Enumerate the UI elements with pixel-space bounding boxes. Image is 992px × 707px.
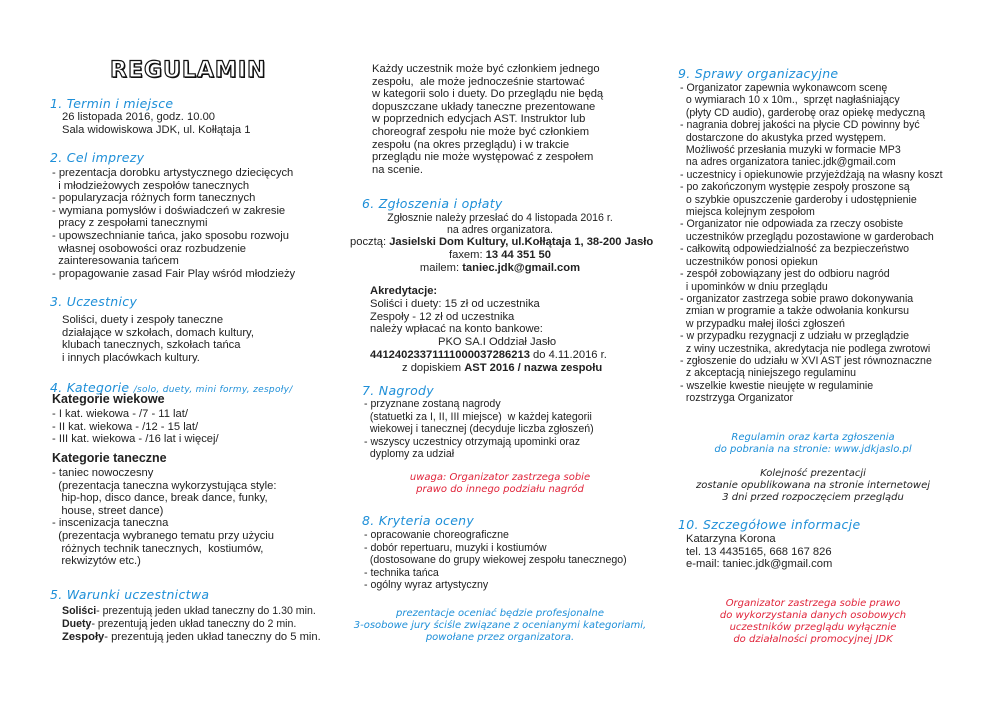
section-heading-kryteria: 8. Kryteria oceny <box>362 513 475 528</box>
section-text-cel: - prezentacja dorobku artystycznego dziecięcych i młodzieżowych zespołów tanecznych - popularyzacja różnych form tanecznych - wymiana pomysłów i doświadczeń w zakresie pracy z zespołami tanecznymi - upowszechnianie tańca, jako sposobu rozwoju własnej osobowości oraz rozbudzenie zainteresowania tańcem - propagowanie zasad Fair Play wśród młodzieży <box>52 167 296 280</box>
section-heading-sprawy: 9. Sprawy organizacyjne <box>678 66 839 81</box>
bank-account <box>370 349 670 362</box>
bank-name: PKO SA.I Oddział Jasło <box>438 336 557 348</box>
section-heading-zgloszenia: 6. Zgłoszenia i opłaty <box>362 196 503 211</box>
account-deadline: do 4.11.2016 r. <box>529 349 607 361</box>
section-heading-cel: 2. Cel imprezy <box>50 150 145 165</box>
text-taneczne: - taniec nowoczesny (prezentacja taneczna wykorzystująca style: hip-hop, disco dance, break dance, funky, house, street dance) - inscenizacja taneczna (prezentacja wybranego tematu przy użyciu różnych technik tanecznych, kostiumów, rekwizytów etc.) <box>52 467 277 568</box>
warunki-label-solisci: Soliści <box>62 605 97 617</box>
section-text-informacje: Katarzyna Korona tel. 13 4435165, 668 167 826 e-mail: taniec.jdk@gmail.com <box>686 533 833 571</box>
section-text-nagrody: - przyznane zostaną nagrody (statuetki za I, II, III miejsce) w każdej kategorii wiekowej i tanecznej (decyduje liczba zgłoszeń) - wszyscy uczestnicy otrzymają upominki oraz dyplomy za udział <box>364 398 594 461</box>
section-heading-termin: 1. Termin i miejsce <box>50 96 174 111</box>
text-wiekowe: - I kat. wiekowa - /7 - 11 lat/ - II kat. wiekowa - /12 - 15 lat/ - III kat. wiekowa - /16 lat i więcej/ <box>52 408 219 446</box>
participation-rules-text: Każdy uczestnik może być członkiem jednego zespołu, ale może jednocześnie startować w kategorii solo i duety. Do przeglądu nie będą dopuszczane układy taneczne prezentowane w poprzednich edycjach AST. Instruktor lub choreograf zespołu nie może być członkiem zespołu (na okres przeglądu) i w trakcie przeglądu nie może występować z zespołem na scenie. <box>372 63 604 176</box>
section-text-kryteria: - opracowanie choreograficzne - dobór repertuaru, muzyki i kostiumów (dostosowane do grupy wiekowej zespołu tanecznego) - technika tańca - ogólny wyraz artystyczny <box>364 529 627 592</box>
mail-label: mailem: <box>419 262 463 274</box>
poczta-label: pocztą: <box>350 236 390 248</box>
kategorie-title: 4. Kategorie <box>50 380 130 395</box>
warunki-text-zespoly: - prezentują jeden układ taneczny do 5 min. <box>104 631 321 643</box>
schedule-note: Kolejność prezentacji zostanie opublikowana na stronie internetowej 3 dni przed rozpoczęciem przeglądu <box>695 468 931 503</box>
section-heading-uczestnicy: 3. Uczestnicy <box>50 294 138 309</box>
zgloszenia-mail <box>350 262 650 275</box>
fax-number: 13 44 351 50 <box>485 249 551 261</box>
privacy-note: Organizator zastrzega sobie prawo do wykorzystania danych osobowych uczestników przeglądu wyłącznie do działalności promocyjnej JDK <box>719 598 907 645</box>
fax-label: faxem: <box>448 249 486 261</box>
jury-note: prezentacje oceniać będzie profesjonalne 3-osobowe jury ściśle związane z ocenianymi kategoriami, powołane przez organizatora. <box>353 608 647 643</box>
download-note: Regulamin oraz karta zgłoszenia do pobrania na stronie: www.jdkjaslo.pl <box>714 432 912 455</box>
kategorie-subtitle: /solo, duety, mini formy, zespoły/ <box>133 385 293 395</box>
section-text-termin: 26 listopada 2016, godz. 10.00 Sala widowiskowa JDK, ul. Kołłątaja 1 <box>62 111 251 136</box>
warunki-row-zespoly <box>62 631 352 644</box>
warunki-text-solisci: - prezentują jeden układ taneczny do 1.30 min. <box>96 605 316 617</box>
akredytacje-heading: Akredytacje: <box>370 285 438 297</box>
section-text-uczestnicy: Soliści, duety i zespoły taneczne działające w szkołach, domach kultury, klubach tanecznych, szkołach tańca i innych placówkach kultury. <box>62 314 254 364</box>
warunki-label-duety: Duety <box>62 618 92 630</box>
subheading-taneczne: Kategorie taneczne <box>52 451 167 465</box>
section-heading-nagrody: 7. Nagrody <box>362 383 434 398</box>
warunki-text-duety: - prezentują jeden układ taneczny do 2 min. <box>91 618 297 630</box>
transfer-note-title: AST 2016 / nazwa zespołu <box>464 362 603 374</box>
zgloszenia-poczta <box>350 236 654 249</box>
warunki-row-solisci <box>62 605 352 618</box>
subheading-wiekowe: Kategorie wiekowe <box>52 392 165 406</box>
section-text-sprawy: - Organizator zapewnia wykonawcom scenę o wymiarach 10 x 10m., sprzęt nagłaśniający (płyty CD audio), garderobę oraz opiekę medyczną - nagrania dobrej jakości na płycie CD powinny być dostarczone do akustyka przed występem. Możliwość przesłania muzyki w formacie MP3 na adres organizatora taniec.jdk@gmail.com - uczestnicy i opiekunowie przyjeżdżają na własny koszt - po zakończonym występie zespoły proszone są o szybkie opuszczenie garderoby i udostępnienie miejsca kolejnym zespołom - Organizator nie odpowiada za rzeczy osobiste uczestników przeglądu pozostawione w garderobach - całkowitą odpowiedzialność za bezpieczeństwo uczestników ponosi opiekun - zespół zobowiązany jest do odbioru nagród i upominków w dniu przeglądu - organizator zastrzega sobie prawo dokonywania zmian w programie a także odwołania konkursu w przypadku małej ilości zgłoszeń - w przypadku rezygnacji z udziału w przeglądzie z winy uczestnika, akredytacja nie podlega zwrotowi - zgłoszenie do udziału w XVI AST jest równoznaczne z akceptacją niniejszego regulaminu - wszelkie kwestie nieujęte w regulaminie rozstrzyga Organizator <box>680 82 943 405</box>
zgloszenia-line-1: Zgłosznie należy przesłać do 4 listopada 2016 r. <box>387 212 613 224</box>
account-number: 44124023371111000037286213 <box>370 349 530 361</box>
section-heading-informacje: 10. Szczegółowe informacje <box>678 517 861 532</box>
warunki-row-duety <box>62 618 352 631</box>
akredytacje-text: Soliści i duety: 15 zł od uczestnika Zespoły - 12 zł od uczestnika należy wpłacać na konto bankowe: <box>370 298 543 336</box>
section-heading-warunki: 5. Warunki uczestnictwa <box>50 587 210 602</box>
poczta-address: Jasielski Dom Kultury, ul.Kołłątaja 1, 38-200 Jasło <box>389 236 654 248</box>
mail-address: taniec.jdk@gmail.com <box>462 262 581 274</box>
page-title: REGULAMIN <box>110 58 267 83</box>
zgloszenia-line-2: na adres organizatora. <box>446 224 553 236</box>
nagrody-note: uwaga: Organizator zastrzega sobie prawo do innego podziału nagród <box>409 472 591 495</box>
transfer-note <box>402 362 702 375</box>
transfer-note-label: z dopiskiem <box>402 362 465 374</box>
warunki-label-zespoly: Zespoły <box>62 631 105 643</box>
zgloszenia-fax <box>350 249 650 262</box>
